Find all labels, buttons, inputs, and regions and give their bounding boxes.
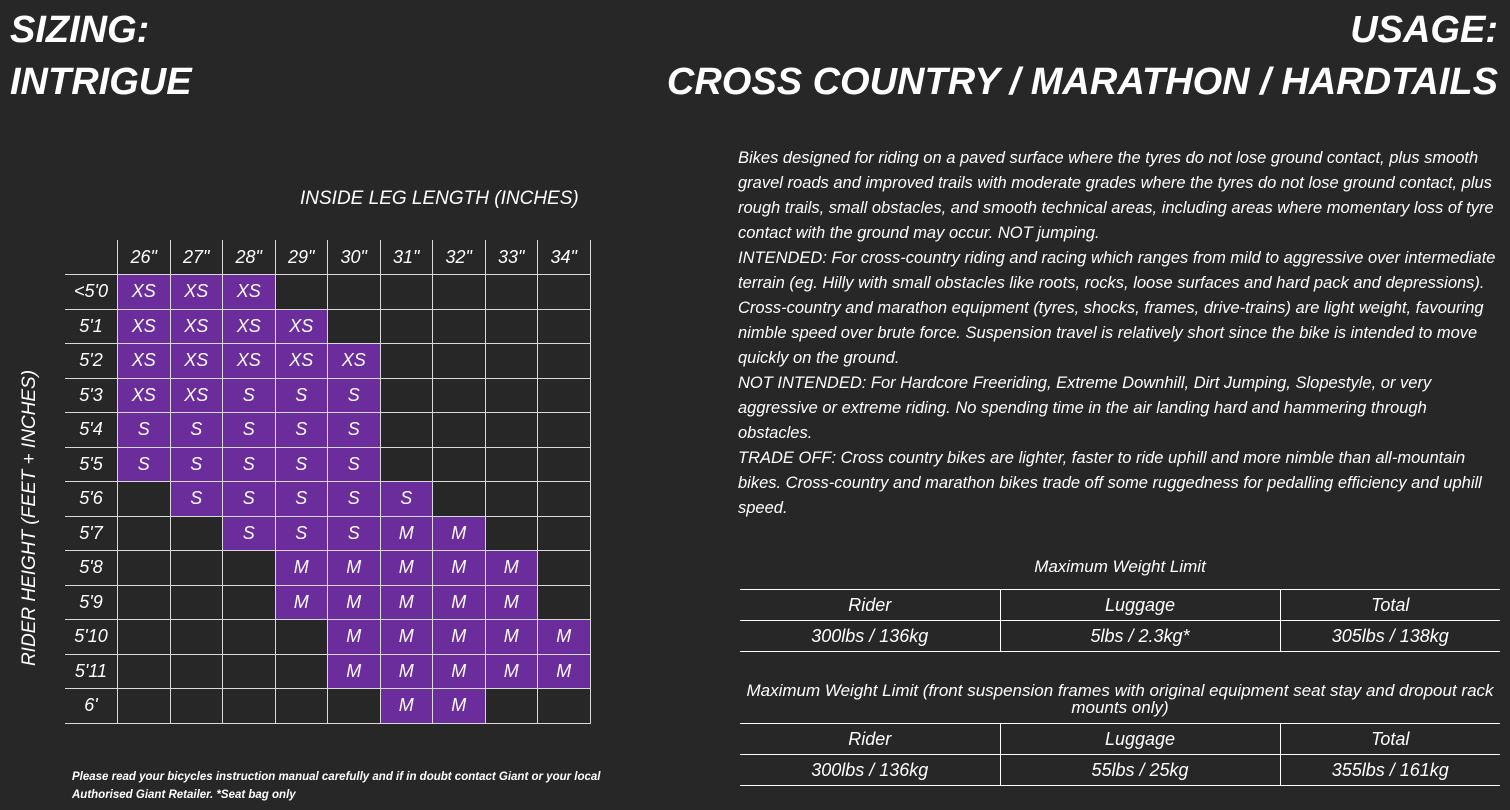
leg-length-header: 29" <box>275 240 328 275</box>
rider-height-header: 5'3 <box>65 378 118 413</box>
empty-cell <box>170 689 223 724</box>
size-cell: S <box>275 516 328 551</box>
size-cell: XS <box>118 378 171 413</box>
rider-height-label: RIDER HEIGHT (FEET + INCHES) <box>19 369 40 667</box>
size-chart-row <box>65 482 590 517</box>
empty-cell <box>433 378 486 413</box>
size-chart-row <box>65 275 590 310</box>
empty-cell <box>118 585 171 620</box>
rider-height-header: 5'6 <box>65 482 118 517</box>
rider-value: 300lbs / 136kg <box>740 755 1000 786</box>
total-value: 305lbs / 138kg <box>1280 621 1500 652</box>
size-cell: S <box>275 378 328 413</box>
size-cell: XS <box>170 344 223 379</box>
empty-cell <box>275 654 328 689</box>
size-cell: M <box>433 654 486 689</box>
leg-length-header: 26" <box>118 240 171 275</box>
size-cell: M <box>485 620 538 655</box>
empty-cell <box>275 620 328 655</box>
empty-cell <box>170 654 223 689</box>
size-cell: S <box>118 447 171 482</box>
weight-limit-table <box>740 589 1500 652</box>
weight-limit-value-row <box>740 621 1500 652</box>
empty-cell <box>538 344 591 379</box>
size-cell: S <box>328 447 381 482</box>
size-cell: S <box>170 413 223 448</box>
empty-cell <box>223 689 276 724</box>
size-cell: S <box>223 447 276 482</box>
size-cell: S <box>328 378 381 413</box>
empty-cell <box>538 413 591 448</box>
empty-cell <box>328 309 381 344</box>
size-cell: XS <box>170 378 223 413</box>
empty-cell <box>433 447 486 482</box>
size-cell: M <box>485 585 538 620</box>
rider-height-header: 5'11 <box>65 654 118 689</box>
size-chart-row <box>65 689 590 724</box>
empty-cell <box>118 620 171 655</box>
empty-cell <box>118 654 171 689</box>
rider-header: Rider <box>740 724 1000 755</box>
weight-limit-value-row <box>740 755 1500 786</box>
size-cell: XS <box>328 344 381 379</box>
empty-cell <box>170 620 223 655</box>
rider-height-header: 5'7 <box>65 516 118 551</box>
leg-length-header: 34" <box>538 240 591 275</box>
empty-cell <box>433 482 486 517</box>
size-cell: M <box>485 551 538 586</box>
size-cell: S <box>275 447 328 482</box>
empty-cell <box>538 585 591 620</box>
empty-cell <box>433 275 486 310</box>
weight-limit-title: Maximum Weight Limit <box>1034 557 1206 576</box>
size-chart-corner <box>65 240 118 275</box>
size-cell: M <box>380 620 433 655</box>
usage-description <box>738 146 1498 521</box>
empty-cell <box>433 344 486 379</box>
size-cell: M <box>328 654 381 689</box>
empty-cell <box>223 585 276 620</box>
luggage-header: Luggage <box>1000 590 1280 621</box>
usage-title-line2: CROSS COUNTRY / MARATHON / HARDTAILS <box>666 61 1498 103</box>
rider-height-header: 5'5 <box>65 447 118 482</box>
empty-cell <box>485 378 538 413</box>
empty-cell <box>433 413 486 448</box>
empty-cell <box>118 689 171 724</box>
size-chart-row <box>65 654 590 689</box>
empty-cell <box>433 309 486 344</box>
inside-leg-label: INSIDE LEG LENGTH (INCHES) <box>300 188 579 209</box>
weight-limit-rack-table <box>740 723 1500 786</box>
size-cell: S <box>170 447 223 482</box>
size-chart-header-row <box>65 240 590 275</box>
empty-cell <box>485 344 538 379</box>
size-cell: XS <box>275 309 328 344</box>
size-cell: S <box>275 482 328 517</box>
size-cell: XS <box>170 275 223 310</box>
empty-cell <box>485 447 538 482</box>
size-cell: XS <box>118 275 171 310</box>
size-cell: M <box>538 654 591 689</box>
empty-cell <box>118 551 171 586</box>
size-chart-table <box>65 240 591 724</box>
usage-title-line1: USAGE: <box>1350 9 1498 51</box>
size-cell: M <box>380 516 433 551</box>
size-cell: M <box>380 654 433 689</box>
empty-cell <box>538 447 591 482</box>
rider-height-header: 5'9 <box>65 585 118 620</box>
size-cell: S <box>223 378 276 413</box>
empty-cell <box>380 275 433 310</box>
size-cell: S <box>328 482 381 517</box>
rider-height-header: 6' <box>65 689 118 724</box>
rider-height-header: 5'4 <box>65 413 118 448</box>
size-cell: M <box>433 516 486 551</box>
size-chart-row <box>65 309 590 344</box>
empty-cell <box>328 689 381 724</box>
luggage-header: Luggage <box>1000 724 1280 755</box>
total-value: 355lbs / 161kg <box>1280 755 1500 786</box>
empty-cell <box>170 516 223 551</box>
empty-cell <box>118 482 171 517</box>
sizing-title <box>10 4 192 108</box>
size-cell: M <box>485 654 538 689</box>
size-cell: S <box>170 482 223 517</box>
size-chart-row <box>65 551 590 586</box>
size-cell: S <box>223 482 276 517</box>
size-cell: M <box>380 689 433 724</box>
sizing-title-line1: SIZING: <box>10 9 150 51</box>
size-cell: S <box>275 413 328 448</box>
size-cell: M <box>328 620 381 655</box>
luggage-value: 55lbs / 25kg <box>1000 755 1280 786</box>
empty-cell <box>223 551 276 586</box>
leg-length-header: 28" <box>223 240 276 275</box>
size-chart-row <box>65 344 590 379</box>
leg-length-header: 32" <box>433 240 486 275</box>
empty-cell <box>538 482 591 517</box>
size-chart-row <box>65 447 590 482</box>
empty-cell <box>485 689 538 724</box>
size-chart-row <box>65 516 590 551</box>
luggage-value: 5lbs / 2.3kg* <box>1000 621 1280 652</box>
weight-limit-header-row <box>740 590 1500 621</box>
total-header: Total <box>1280 724 1500 755</box>
size-cell: M <box>275 551 328 586</box>
size-cell: XS <box>223 309 276 344</box>
size-chart-row <box>65 620 590 655</box>
size-cell: XS <box>118 309 171 344</box>
size-cell: M <box>433 620 486 655</box>
size-chart-body <box>65 275 590 724</box>
empty-cell <box>223 620 276 655</box>
empty-cell <box>328 275 381 310</box>
rider-height-header: 5'10 <box>65 620 118 655</box>
empty-cell <box>538 689 591 724</box>
size-chart-row <box>65 585 590 620</box>
leg-length-header: 33" <box>485 240 538 275</box>
empty-cell <box>380 413 433 448</box>
empty-cell <box>275 275 328 310</box>
empty-cell <box>380 447 433 482</box>
size-cell: S <box>223 413 276 448</box>
empty-cell <box>380 378 433 413</box>
size-cell: S <box>328 516 381 551</box>
weight-limit-header-row <box>740 724 1500 755</box>
empty-cell <box>538 309 591 344</box>
leg-length-header: 31" <box>380 240 433 275</box>
size-cell: XS <box>170 309 223 344</box>
empty-cell <box>485 413 538 448</box>
size-cell: XS <box>118 344 171 379</box>
size-cell: M <box>380 551 433 586</box>
leg-length-header: 30" <box>328 240 381 275</box>
empty-cell <box>380 309 433 344</box>
size-cell: M <box>275 585 328 620</box>
rider-height-header: <5'0 <box>65 275 118 310</box>
rider-header: Rider <box>740 590 1000 621</box>
total-header: Total <box>1280 590 1500 621</box>
size-chart-row <box>65 378 590 413</box>
usage-intended-paragraph: INTENDED: For cross-country riding and racing which ranges from mild to aggressive over intermediate terrain (eg. Hilly with small obstacles like roots, rocks, loose surfaces and hard pack and depressions). Cross-country and marathon equipment (tyres, shocks, frames, drive-trains) are light weight, favouring nimble speed over brute force. Suspension travel is relatively short since the bike is intended to move quickly on the ground. <box>738 249 1496 367</box>
empty-cell <box>538 378 591 413</box>
size-chart-row <box>65 413 590 448</box>
sizing-title-line2: INTRIGUE <box>10 61 192 103</box>
size-cell: M <box>433 585 486 620</box>
usage-paragraph: Bikes designed for riding on a paved surface where the tyres do not lose ground contact, plus smooth gravel roads and improved trails with moderate grades where the tyres do not lose ground contact, plus rough trails, small obstacles, and smooth technical areas, including areas where momentary loss of tyre contact with the ground may occur. NOT jumping. <box>738 149 1494 242</box>
weight-limit-rack-title: Maximum Weight Limit (front suspension frames with original equipment seat stay and dropout rack mounts only) <box>746 681 1494 717</box>
size-cell: M <box>433 551 486 586</box>
usage-trade-off-paragraph: TRADE OFF: Cross country bikes are lighter, faster to ride uphill and more nimble than all-mountain bikes. Cross-country and marathon bikes trade off some ruggedness for pedalling efficiency and uphill speed. <box>738 449 1482 517</box>
size-cell: S <box>118 413 171 448</box>
size-cell: S <box>223 516 276 551</box>
empty-cell <box>223 654 276 689</box>
rider-height-header: 5'2 <box>65 344 118 379</box>
empty-cell <box>380 344 433 379</box>
leg-length-header: 27" <box>170 240 223 275</box>
footnote: Please read your bicycles instruction manual carefully and if in doubt contact Giant or your local Authorised Giant Retailer. *Seat bag only <box>72 771 601 801</box>
usage-title <box>667 4 1498 108</box>
empty-cell <box>538 516 591 551</box>
size-cell: M <box>328 551 381 586</box>
empty-cell <box>485 482 538 517</box>
size-cell: M <box>538 620 591 655</box>
size-cell: XS <box>223 344 276 379</box>
size-cell: S <box>380 482 433 517</box>
size-cell: S <box>328 413 381 448</box>
size-cell: M <box>328 585 381 620</box>
usage-not-intended-paragraph: NOT INTENDED: For Hardcore Freeriding, Extreme Downhill, Dirt Jumping, Slopestyle, or very aggressive or extreme riding. No spending time in the air landing hard and hammering through obstacles. <box>738 374 1432 442</box>
size-cell: M <box>433 689 486 724</box>
rider-value: 300lbs / 136kg <box>740 621 1000 652</box>
rider-height-header: 5'8 <box>65 551 118 586</box>
empty-cell <box>485 275 538 310</box>
rider-height-header: 5'1 <box>65 309 118 344</box>
empty-cell <box>538 551 591 586</box>
empty-cell <box>275 689 328 724</box>
empty-cell <box>485 309 538 344</box>
size-cell: XS <box>275 344 328 379</box>
empty-cell <box>170 585 223 620</box>
size-cell: M <box>380 585 433 620</box>
empty-cell <box>118 516 171 551</box>
empty-cell <box>170 551 223 586</box>
empty-cell <box>538 275 591 310</box>
size-cell: XS <box>223 275 276 310</box>
empty-cell <box>485 516 538 551</box>
